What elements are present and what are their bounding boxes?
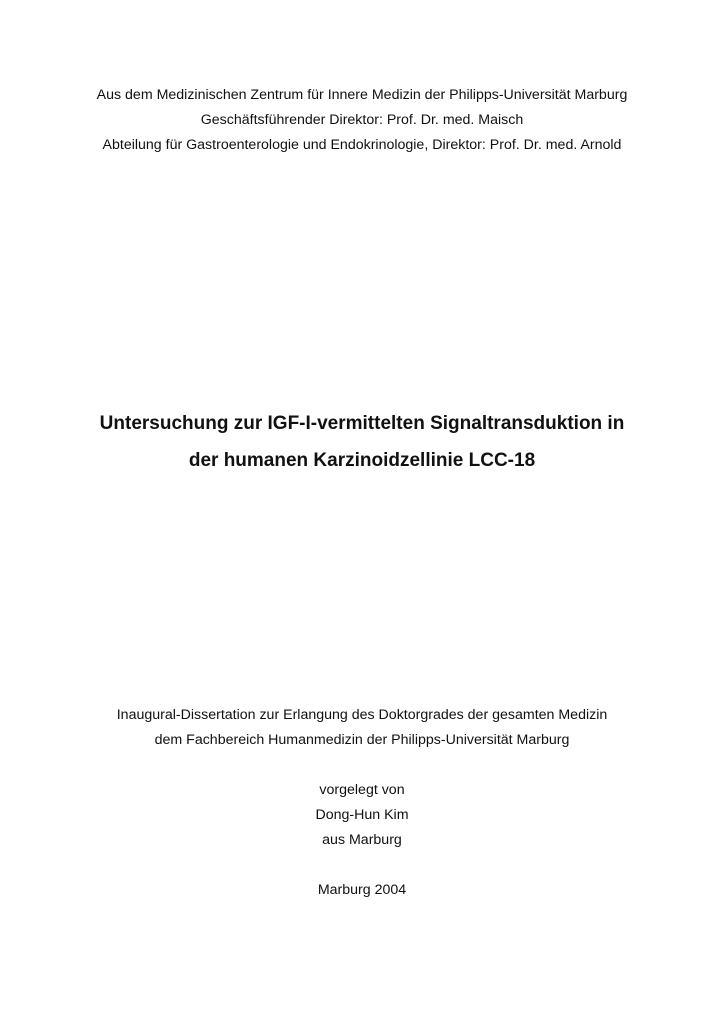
thesis-title-line-1: Untersuchung zur IGF-I-vermittelten Signaltransduktion in: [99, 413, 625, 434]
department-line: Abteilung für Gastroenterologie und Endokrinologie, Direktor: Prof. Dr. med. Arnold: [102, 137, 622, 153]
dissertation-line-1: Inaugural-Dissertation zur Erlangung des Doktorgrades der gesamten Medizin: [116, 707, 608, 723]
thesis-title-line-2: der humanen Karzinoidzellinie LCC-18: [188, 450, 536, 471]
place-and-year: Marburg 2004: [317, 882, 407, 898]
presented-by: vorgelegt von: [319, 782, 405, 798]
author-name: Dong-Hun Kim: [315, 807, 409, 823]
dissertation-line-2: dem Fachbereich Humanmedizin der Philipps-Universität Marburg: [154, 732, 570, 748]
institution-line: Aus dem Medizinischen Zentrum für Innere Medizin der Philipps-Universität Marburg: [96, 87, 628, 103]
director-line: Geschäftsführender Direktor: Prof. Dr. med. Maisch: [200, 112, 524, 128]
author-origin: aus Marburg: [322, 832, 402, 848]
